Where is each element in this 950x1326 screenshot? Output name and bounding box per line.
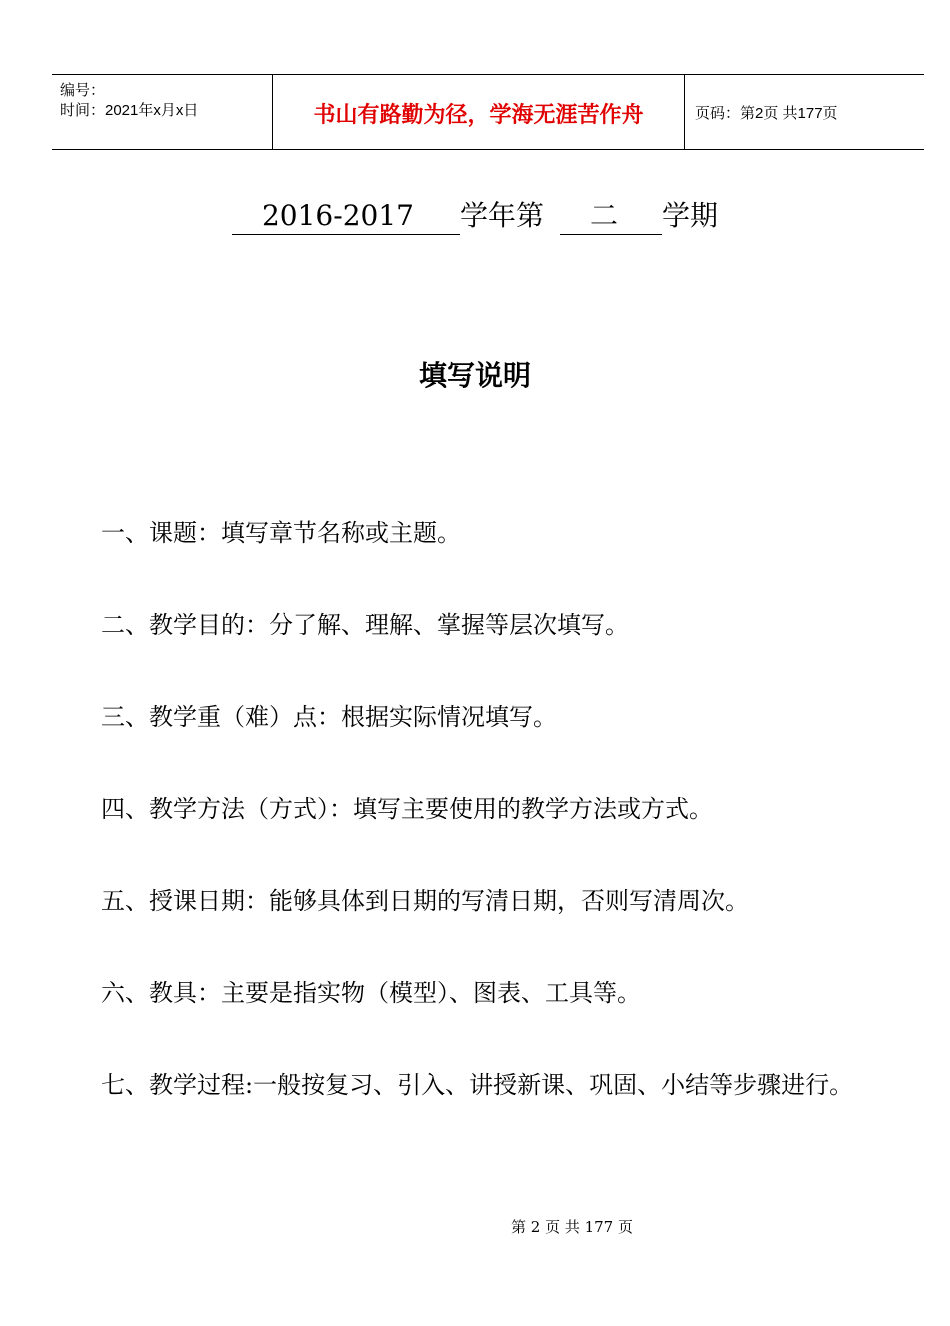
list-item: 四、教学方法（方式）：填写主要使用的教学方法或方式。 (101, 795, 713, 823)
header-table (52, 74, 924, 150)
list-item: 五、授课日期：能够具体到日期的写清日期，否则写清周次。 (101, 887, 749, 915)
list-item: 一、课题：填写章节名称或主题。 (101, 519, 461, 547)
academic-year: 2016-2017 (232, 198, 460, 235)
list-item: 七、教学过程:一般按复习、引入、讲授新课、巩固、小结等步骤进行。 (101, 1071, 854, 1099)
page-info: 页码：第2页 共177页 (695, 104, 838, 122)
list-item: 六、教具：主要是指实物（模型）、图表、工具等。 (101, 979, 641, 1007)
academic-year-suffix: 学年第 (459, 199, 544, 232)
header-meta-cell (52, 75, 273, 149)
list-item: 二、教学目的：分了解、理解、掌握等层次填写。 (101, 611, 629, 639)
list-item: 三、教学重（难）点：根据实际情况填写。 (101, 703, 557, 731)
instruction-list (101, 510, 891, 1174)
semester: 二 (560, 198, 662, 235)
page-title: 填写说明 (418, 359, 531, 392)
time-label: 时间：2021年x月x日 (60, 102, 199, 119)
number-label: 编号： (60, 82, 106, 99)
term-line (0, 196, 950, 236)
motto: 书山有路勤为径，学海无涯苦作舟 (273, 75, 685, 149)
page-footer: 第 2 页 共 177 页 (510, 1218, 633, 1236)
semester-suffix: 学期 (662, 199, 719, 232)
